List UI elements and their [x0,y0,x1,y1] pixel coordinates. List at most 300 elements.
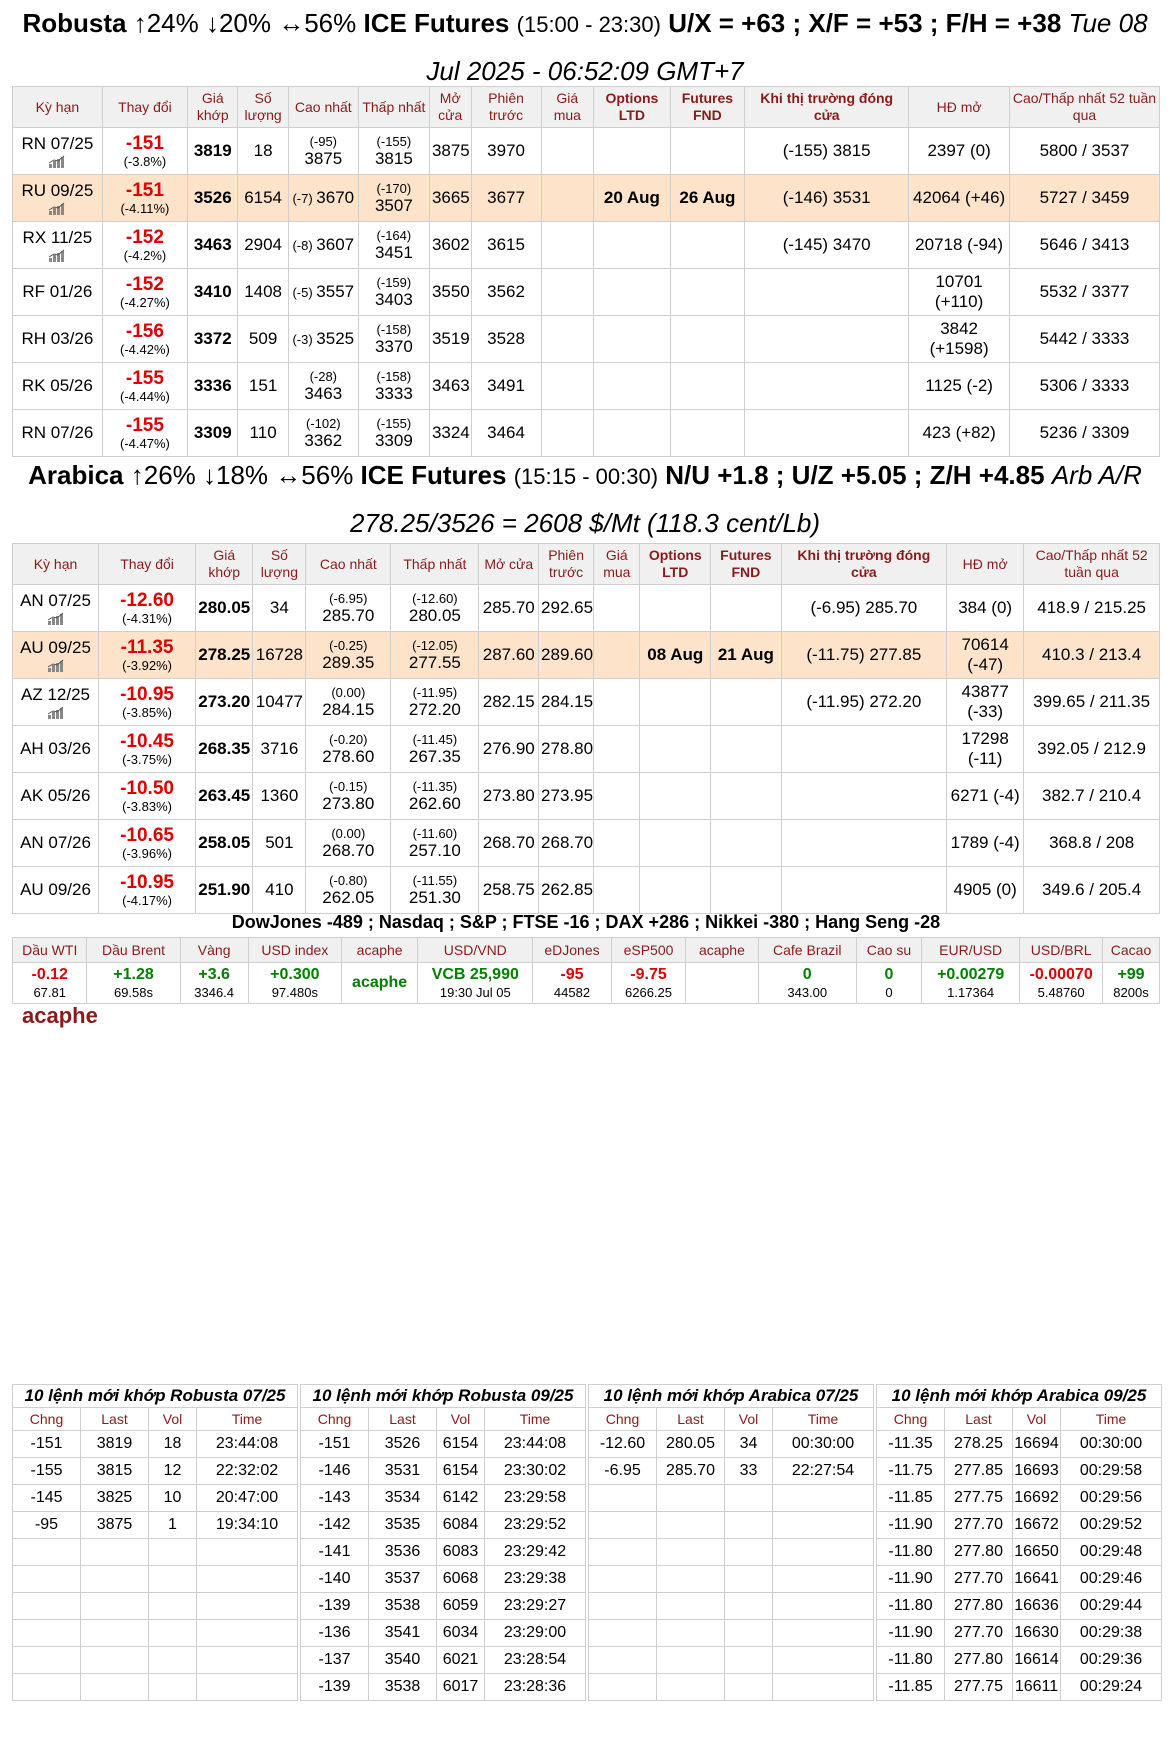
trade-row [589,1431,874,1458]
trade-row [301,1647,586,1674]
trade-cell: 23:29:27 [485,1593,586,1620]
volume: 34 [253,585,306,632]
prev-price: 262.85 [539,867,594,914]
last-price: 251.90 [196,867,253,914]
low-value: 3403 [374,289,413,309]
trades-column-header: Vol [725,1408,773,1431]
futures-fnd [711,820,782,867]
range-52w: 410.3 / 213.4 [1024,632,1160,679]
close-price [745,269,909,316]
trade-cell [149,1566,197,1593]
chart-icon[interactable] [15,706,96,719]
chart-icon[interactable] [15,202,100,215]
contract-cell[interactable] [13,820,99,867]
chart-icon[interactable] [15,249,100,262]
indices-header-row [13,938,1160,963]
trades-header-row [13,1408,298,1431]
high-change: (-6.95) [329,590,368,606]
trade-row [877,1620,1162,1647]
contract-row[interactable] [13,175,1160,222]
open-interest: 20718 (-94) [909,222,1010,269]
trade-cell [81,1566,149,1593]
contract-row[interactable] [13,222,1160,269]
contract-name[interactable]: AH 03/26 [20,739,91,758]
trade-row [301,1566,586,1593]
index-label: eSP500 [611,938,685,963]
change-value: -155 [125,415,164,436]
contract-cell[interactable] [13,410,103,457]
open-price: 285.70 [479,585,539,632]
open-interest: 1125 (-2) [909,363,1010,410]
prev-price: 284.15 [539,679,594,726]
options-ltd [640,820,711,867]
trade-cell [657,1539,725,1566]
bid-price [594,632,640,679]
trade-cell: 23:29:42 [485,1539,586,1566]
trade-cell: 00:29:24 [1061,1674,1162,1701]
contract-cell[interactable] [13,773,99,820]
trades-column-header: Vol [1013,1408,1061,1431]
trade-cell: 277.85 [945,1458,1013,1485]
trades-column-header: Last [81,1408,149,1431]
chart-icon[interactable] [15,612,96,625]
trade-cell [773,1512,874,1539]
trade-cell: -11.90 [877,1620,945,1647]
trade-row [301,1485,586,1512]
trade-row [589,1539,874,1566]
trade-cell [725,1512,773,1539]
trade-cell: 16611 [1013,1674,1061,1701]
column-header: HĐ mở [947,544,1024,585]
change-percent: (-4.17%) [122,893,172,908]
contract-row[interactable] [13,773,1160,820]
trade-cell [589,1674,657,1701]
low-value: 3309 [374,430,413,450]
arabica-spreads: N/U +1.8 ; U/Z +5.05 ; Z/H +4.85 [665,460,1045,490]
trades-column-header: Time [773,1408,874,1431]
index-change: -0.00070 [1029,966,1093,983]
high-value: 278.60 [322,746,375,766]
low-cell [358,410,429,457]
contract-name[interactable]: RH 03/26 [21,329,94,348]
robusta-futures-table [12,86,1160,457]
trade-cell [589,1647,657,1674]
high-value: 3362 [304,430,343,450]
trade-cell: -12.60 [589,1431,657,1458]
index-cell [922,963,1020,1004]
trade-cell [773,1674,874,1701]
prev-price: 292.65 [539,585,594,632]
trade-cell: 3538 [369,1593,437,1620]
contract-name[interactable]: AK 05/26 [20,786,91,805]
chart-icon[interactable] [15,659,96,672]
trade-cell: -139 [301,1674,369,1701]
low-change: (-11.95) [412,684,458,700]
trade-cell [589,1512,657,1539]
arabica-futures-table [12,543,1160,914]
futures-fnd: 21 Aug [711,632,782,679]
index-change: +0.300 [270,966,320,983]
trade-cell: 6017 [437,1674,485,1701]
trades-arabica-0725 [588,1384,874,1701]
trades-column-header: Vol [149,1408,197,1431]
trade-cell: 277.80 [945,1593,1013,1620]
high-cell [288,316,358,363]
open-price: 3602 [429,222,471,269]
trade-row [589,1620,874,1647]
column-header: Cao nhất [288,87,358,128]
index-change: +3.6 [198,966,230,983]
low-cell [358,128,429,175]
trade-cell [725,1485,773,1512]
contract-name[interactable]: RX 11/25 [22,228,93,247]
robusta-spreads: U/X = +63 ; X/F = +53 ; F/H = +38 [668,8,1062,38]
index-cell [856,963,921,1004]
close-price: (-11.75) 277.85 [781,632,946,679]
high-value: 3557 [316,282,355,301]
index-cell [341,963,418,1004]
contract-name[interactable]: RN 07/26 [21,423,94,442]
low-value: 3451 [374,242,413,262]
change-cell [99,726,196,773]
high-value: 268.70 [322,840,375,860]
column-header: Kỳ hạn [13,544,99,585]
low-cell [391,820,479,867]
open-interest: 4905 (0) [947,867,1024,914]
last-price: 3463 [188,222,238,269]
contract-name[interactable]: RN 07/25 [21,134,94,153]
trade-row [13,1566,298,1593]
contract-name[interactable]: AZ 12/25 [21,685,90,704]
column-header: Cao nhất [306,544,391,585]
bid-price [541,128,594,175]
trade-cell [13,1566,81,1593]
column-header: Cao/Thấp nhất 52 tuần qua [1024,544,1160,585]
trade-cell [81,1539,149,1566]
index-value: 343.00 [787,985,828,1000]
column-header: Giá mua [541,87,594,128]
change-percent: (-3.96%) [122,846,172,861]
last-price: 3410 [188,269,238,316]
index-value: 1.17364 [947,985,995,1000]
trade-cell: -139 [301,1593,369,1620]
trade-row [301,1620,586,1647]
trade-cell: 277.75 [945,1674,1013,1701]
contract-row[interactable] [13,410,1160,457]
change-cell [102,222,187,269]
contract-cell[interactable] [13,726,99,773]
index-label: Dầu Brent [87,938,180,963]
trades-column-header: Chng [301,1408,369,1431]
trades-column-header: Time [485,1408,586,1431]
bid-price [594,679,640,726]
open-price: 3463 [429,363,471,410]
last-price: 3309 [188,410,238,457]
high-change: (-3) [292,332,317,347]
volume: 1360 [253,773,306,820]
trade-cell [81,1647,149,1674]
open-price: 276.90 [479,726,539,773]
close-price [745,316,909,363]
open-interest: 2397 (0) [909,128,1010,175]
bid-price [541,363,594,410]
high-change: (0.00) [331,684,366,700]
low-value: 3333 [374,383,413,403]
futures-fnd [711,679,782,726]
low-change: (-164) [376,227,412,243]
last-price: 278.25 [196,632,253,679]
trade-cell: -136 [301,1620,369,1647]
trade-cell [149,1674,197,1701]
acaphe-link[interactable]: acaphe [352,974,408,991]
change-percent: (-4.31%) [122,611,172,626]
trade-cell [773,1539,874,1566]
trade-cell: 00:29:36 [1061,1647,1162,1674]
column-header: Thấp nhất [358,87,429,128]
contract-name[interactable]: RK 05/26 [21,376,93,395]
high-value: 284.15 [322,699,375,719]
trade-cell: 6084 [437,1512,485,1539]
index-value: 67.81 [33,985,66,1000]
change-percent: (-3.75%) [122,752,172,767]
trade-cell [13,1620,81,1647]
contract-row[interactable] [13,269,1160,316]
futures-fnd [670,128,744,175]
trade-cell: -11.90 [877,1566,945,1593]
acaphe-logo[interactable]: acaphe [22,1003,98,1028]
contract-cell[interactable] [13,363,103,410]
prev-price: 3562 [471,269,541,316]
change-percent: (-4.44%) [119,389,170,404]
contract-name[interactable]: AN 07/26 [20,833,91,852]
low-cell [391,726,479,773]
close-price [781,820,946,867]
index-cell [758,963,856,1004]
high-value: 3463 [304,383,343,403]
range-52w: 5532 / 3377 [1009,269,1159,316]
trade-cell: -151 [301,1431,369,1458]
change-value: -156 [125,321,164,342]
column-header: Futures FND [711,544,782,585]
prev-price: 3970 [471,128,541,175]
trade-cell [657,1620,725,1647]
low-cell [391,773,479,820]
trade-cell: 6154 [437,1458,485,1485]
trades-column-header: Last [369,1408,437,1431]
contract-row[interactable] [13,128,1160,175]
close-price [745,363,909,410]
close-price [781,726,946,773]
trade-cell: -141 [301,1539,369,1566]
trade-cell: 18 [149,1431,197,1458]
trade-cell: 16641 [1013,1566,1061,1593]
low-cell [358,222,429,269]
trade-cell: 3536 [369,1539,437,1566]
trade-row [301,1431,586,1458]
trades-title: 10 lệnh mới khớp Arabica 07/25 [588,1384,874,1407]
open-interest: 70614 (-47) [947,632,1024,679]
bid-price [541,410,594,457]
index-value: 69.58s [113,985,154,1000]
header-row [13,87,1160,128]
open-price: 287.60 [479,632,539,679]
prev-price: 289.60 [539,632,594,679]
last-price: 3372 [188,316,238,363]
high-cell [306,773,391,820]
bid-price [594,773,640,820]
index-label: USD index [248,938,341,963]
change-value: -10.50 [120,778,174,799]
contract-name[interactable]: RF 01/26 [22,282,93,301]
trade-cell [725,1647,773,1674]
high-change: (0.00) [331,825,366,841]
high-cell [306,726,391,773]
trades-title: 10 lệnh mới khớp Robusta 09/25 [300,1384,586,1407]
trade-cell: 278.25 [945,1431,1013,1458]
trade-cell: 6068 [437,1566,485,1593]
change-value: -11.35 [120,637,174,658]
change-value: -10.95 [120,684,174,705]
trade-row [877,1485,1162,1512]
trade-cell [725,1539,773,1566]
trades-column-header: Time [1061,1408,1162,1431]
last-price: 263.45 [196,773,253,820]
change-value: -152 [125,274,164,295]
futures-fnd [711,585,782,632]
bid-price [594,726,640,773]
trade-cell [657,1593,725,1620]
trade-cell [773,1485,874,1512]
trade-row [589,1512,874,1539]
futures-fnd [670,222,744,269]
change-value: -10.65 [120,825,174,846]
trade-cell [657,1674,725,1701]
index-value: 19:30 Jul 05 [439,985,511,1000]
contract-cell[interactable] [13,316,103,363]
prev-price: 273.95 [539,773,594,820]
contract-row[interactable] [13,820,1160,867]
contract-row[interactable] [13,679,1160,726]
change-cell [99,820,196,867]
trades-title: 10 lệnh mới khớp Robusta 07/25 [12,1384,298,1407]
contract-cell[interactable] [13,175,103,222]
trade-cell: 00:29:58 [1061,1458,1162,1485]
trade-cell: 00:29:46 [1061,1566,1162,1593]
contract-row[interactable] [13,632,1160,679]
trade-cell: 23:44:08 [485,1431,586,1458]
trade-cell: 3815 [81,1458,149,1485]
index-cell [180,963,248,1004]
low-value: 262.60 [408,793,461,813]
index-value: 0 [885,985,893,1000]
index-cell [87,963,180,1004]
options-ltd [594,222,671,269]
trade-cell: 6154 [437,1431,485,1458]
contract-cell[interactable] [13,632,99,679]
trade-cell [197,1566,298,1593]
trade-cell: 23:29:00 [485,1620,586,1647]
index-change: -9.75 [630,966,667,983]
column-header: Số lượng [238,87,288,128]
volume: 6154 [238,175,288,222]
indices-value-row [13,963,1160,1004]
trades-header-row [301,1408,586,1431]
trade-cell: 3819 [81,1431,149,1458]
low-value: 251.30 [408,887,461,907]
robusta-stats: ↑24% ↓20% ↔56% [133,8,357,38]
trades-column-header: Vol [437,1408,485,1431]
trade-cell: 277.80 [945,1539,1013,1566]
prev-price: 3615 [471,222,541,269]
trade-cell: 22:32:02 [197,1458,298,1485]
trade-cell [657,1566,725,1593]
range-52w: 5800 / 3537 [1009,128,1159,175]
change-cell [99,585,196,632]
trade-cell: -11.80 [877,1539,945,1566]
trade-cell: 00:29:56 [1061,1485,1162,1512]
contract-name[interactable]: AU 09/26 [20,880,91,899]
trade-cell: 16693 [1013,1458,1061,1485]
contract-name[interactable]: AN 07/25 [20,591,91,610]
trade-cell: -11.80 [877,1593,945,1620]
high-cell [288,222,358,269]
open-interest: 384 (0) [947,585,1024,632]
index-label: Cafe Brazil [758,938,856,963]
trade-cell [589,1620,657,1647]
low-value: 272.20 [408,699,461,719]
chart-icon[interactable] [15,155,100,168]
contract-row[interactable] [13,316,1160,363]
index-label: eDJones [533,938,612,963]
change-percent: (-4.42%) [119,342,170,357]
column-header: Kỳ hạn [13,87,103,128]
open-interest: 17298 (-11) [947,726,1024,773]
column-header: Cao/Thấp nhất 52 tuần qua [1009,87,1159,128]
futures-fnd [711,726,782,773]
low-change: (-11.55) [412,872,458,888]
trade-row [13,1620,298,1647]
trade-cell: 00:30:00 [1061,1431,1162,1458]
contract-name[interactable]: AU 09/25 [20,638,91,657]
contract-cell[interactable] [13,222,103,269]
trade-cell: -95 [13,1512,81,1539]
index-change: 0 [802,966,812,983]
contract-row[interactable] [13,585,1160,632]
volume: 18 [238,128,288,175]
contract-cell[interactable] [13,679,99,726]
open-price: 3519 [429,316,471,363]
contract-cell[interactable] [13,585,99,632]
bid-price [594,820,640,867]
arabica-title: Arabica [28,460,124,490]
trade-cell: 277.70 [945,1620,1013,1647]
trade-cell [197,1620,298,1647]
last-price: 3526 [188,175,238,222]
contract-cell[interactable] [13,269,103,316]
contract-name[interactable]: RU 09/25 [21,181,94,200]
contract-row[interactable] [13,363,1160,410]
trade-cell: 3875 [81,1512,149,1539]
futures-fnd [711,773,782,820]
trade-cell: 6142 [437,1485,485,1512]
change-percent: (-4.47%) [119,436,170,451]
trade-row [301,1539,586,1566]
index-label: Cacao [1103,938,1160,963]
trades-robusta-0925 [300,1384,586,1701]
contract-row[interactable] [13,726,1160,773]
contract-cell[interactable] [13,128,103,175]
trade-cell: 3526 [369,1431,437,1458]
